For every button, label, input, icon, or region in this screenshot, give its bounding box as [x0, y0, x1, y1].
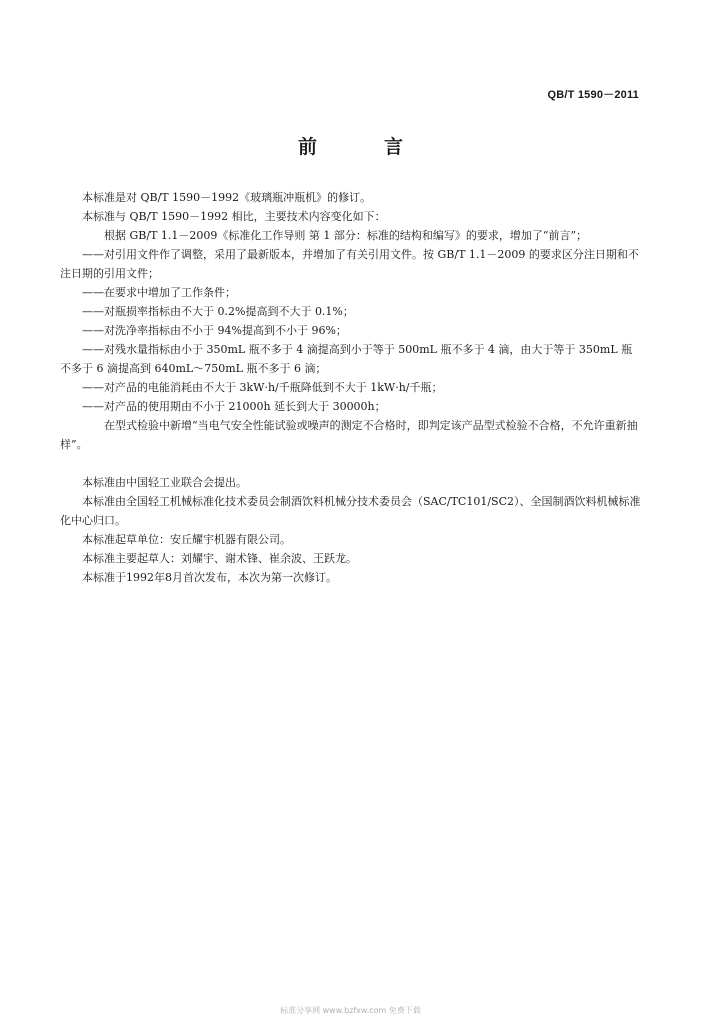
standard-code: QB/T 1590－2011: [547, 89, 639, 101]
paragraph: 本标准由中国轻工业联合会提出。: [82, 476, 247, 489]
paragraph: 根据 GB/T 1.1－2009《标准化工作导则 第 1 部分：标准的结构和编写》的要求，增加了“前言”；: [104, 229, 588, 242]
list-item: ——对洗净率指标由不小于 94%提高到不小于 96%；: [82, 324, 347, 337]
list-item: ——对产品的电能消耗由不大于 3kW·h/千瓶降低到不大于 1kW·h/千瓶；: [82, 381, 443, 394]
list-item: ——对瓶损率指标由不大于 0.2%提高到不大于 0.1%；: [82, 305, 354, 318]
list-item: ——对残水量指标由小于 350mL 瓶不多于 4 滴提高到小于等于 500mL 瓶不多于 4 滴，由大于等于 350mL 瓶不多于 6 滴提高到 640mL～750mL 瓶不多于 6 滴；: [60, 343, 633, 375]
list-item: ——在要求中增加了工作条件；: [82, 286, 236, 299]
paragraph: 本标准起草单位：安丘耀宇机器有限公司。: [82, 533, 291, 546]
page-title: 前 言: [297, 136, 427, 158]
paragraph: 在型式检验中新增“当电气安全性能试验或噪声的测定不合格时，即判定该产品型式检验不合格，不允许重新抽样”。: [60, 419, 638, 451]
paragraph: 本标准与 QB/T 1590－1992 相比，主要技术内容变化如下：: [82, 210, 386, 223]
section-gap: [60, 454, 642, 473]
document-body: [60, 188, 642, 587]
paragraph: 本标准由全国轻工机械标准化技术委员会制酒饮料机械分技术委员会（SAC/TC101/SC2）、全国制酒饮料机械标准化中心归口。: [60, 495, 641, 527]
paragraph: 本标准于1992年8月首次发布，本次为第一次修订。: [82, 571, 337, 584]
list-item: ——对产品的使用期由不小于 21000h 延长到大于 30000h；: [82, 400, 386, 413]
paragraph: 本标准是对 QB/T 1590－1992《玻璃瓶冲瓶机》的修订。: [82, 191, 372, 204]
list-item: ——对引用文件作了调整，采用了最新版本，并增加了有关引用文件。按 GB/T 1.1－2009 的要求区分注日期和不注日期的引用文件；: [60, 248, 639, 280]
paragraph: 本标准主要起草人：刘耀宇、谢术锋、崔余波、王跃龙。: [82, 552, 357, 565]
footer-watermark: 标准分享网 www.bzfxw.com 免费下载: [280, 1006, 421, 1015]
